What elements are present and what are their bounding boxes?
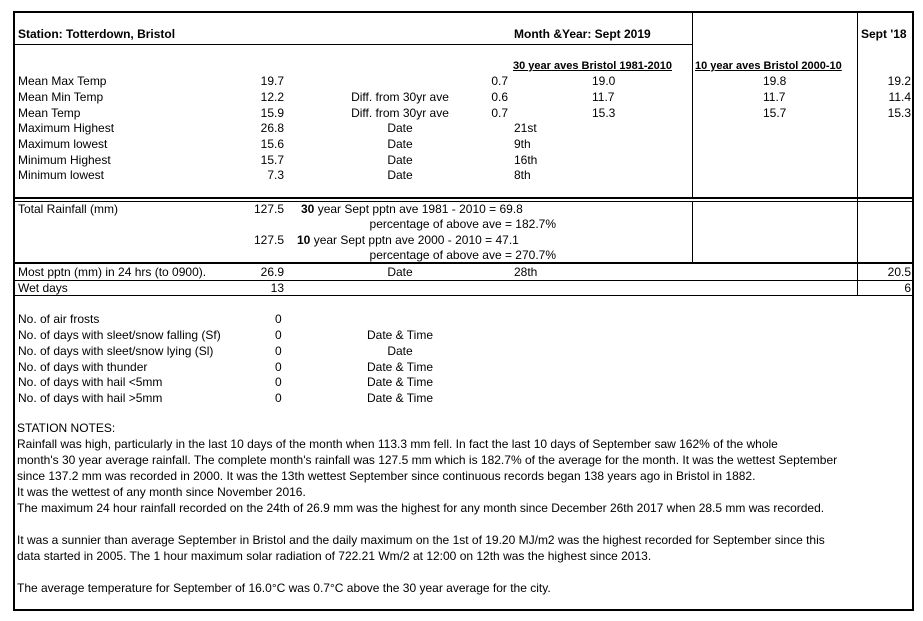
pptn-value: 26.9 (260, 265, 284, 279)
notes-line: It was a sunnier than average September in Bristol and the daily maximum on the 1st of 19.20 MJ/m2 was the highest recorded for September since this (17, 533, 825, 547)
divider-prev (857, 11, 858, 295)
ave10-header: 10 year aves Bristol 2000-10 (695, 60, 842, 72)
temp-label: Minimum lowest (18, 168, 105, 182)
temp-prev: 15.3 (887, 106, 911, 120)
temp-date-label: Date (387, 121, 413, 135)
notes-line: since 137.2 mm was recorded in 2000. It was the 13th wettest September since continuous records began 138 years ago in Bristol in 1882. (17, 469, 756, 483)
temp-ave30: 15.3 (592, 106, 616, 120)
divider-rain (692, 201, 693, 262)
wet-days-label: Wet days (18, 281, 68, 295)
temp-ave30: 11.7 (592, 90, 615, 104)
rainfall-ave30-line (301, 202, 523, 216)
border-left (13, 11, 15, 611)
count-value: 0 (275, 344, 282, 358)
count-value: 0 (275, 328, 282, 342)
count-value: 0 (275, 391, 282, 405)
pptn-label: Most pptn (mm) in 24 hrs (to 0900). (18, 265, 207, 279)
temp-ave10: 19.8 (763, 74, 787, 88)
temp-label: Mean Temp (18, 106, 81, 120)
notes-line: The average temperature for September of 16.0°C was 0.7°C above the 30 year average for the city. (17, 581, 551, 595)
rainfall-pct10-line: percentage of above ave = 270.7% (369, 248, 556, 262)
temp-label: Maximum Highest (18, 121, 115, 135)
rainfall-pct30-line: percentage of above ave = 182.7% (369, 217, 556, 231)
rule-pptn-top (13, 262, 914, 264)
rainfall-ave10-line (297, 233, 519, 247)
pptn-date-label: Date (387, 265, 413, 279)
temp-prev: 19.2 (887, 74, 911, 88)
temp-diff: 0.7 (491, 74, 508, 88)
temp-date-label: Date (387, 153, 413, 167)
temp-date: 9th (514, 137, 531, 151)
temp-ave30: 19.0 (592, 74, 616, 88)
border-top (13, 11, 914, 13)
temp-value: 7.3 (267, 168, 284, 182)
rule-header (13, 44, 692, 45)
count-label: No. of days with hail <5mm (18, 375, 163, 389)
ave30-header: 30 year aves Bristol 1981-2010 (513, 60, 673, 72)
rainfall-ave10-text: year Sept pptn ave 2000 - 2010 = 47.1 (310, 233, 519, 247)
station-notes (17, 420, 907, 596)
count-date-label: Date & Time (366, 328, 434, 342)
count-label: No. of days with sleet/snow lying (Sl) (18, 344, 214, 358)
count-value: 0 (275, 360, 282, 374)
notes-line: data started in 2005. The 1 hour maximum solar radiation of 722.21 Wm/2 at 12:00 on 12th was the highest since 2013. (17, 549, 652, 563)
rainfall-ave10-years: 10 (297, 233, 311, 247)
count-label: No. of days with sleet/snow falling (Sf) (18, 328, 221, 342)
month-year: Month &Year: Sept 2019 (514, 27, 651, 41)
count-date-label: Date & Time (366, 375, 434, 389)
count-label: No. of air frosts (18, 312, 100, 326)
notes-line: month's 30 year average rainfall. The complete month's rainfall was 127.5 mm which is 182.7% of the average for the month. It was the wettest September (17, 453, 838, 467)
rainfall-ave30-years: 30 (301, 202, 315, 216)
temp-value: 12.2 (260, 90, 284, 104)
rainfall-label: Total Rainfall (mm) (18, 202, 119, 216)
count-date-label: Date & Time (366, 360, 434, 374)
temp-ave10: 15.7 (763, 106, 787, 120)
temp-ave10: 11.7 (763, 90, 786, 104)
border-bottom (13, 609, 914, 611)
temp-label: Maximum lowest (18, 137, 108, 151)
temp-date: 8th (514, 168, 531, 182)
count-label: No. of days with thunder (18, 360, 148, 374)
temp-mid-label: Diff. from 30yr ave (351, 106, 449, 120)
temp-date: 16th (514, 153, 538, 167)
prev-year-header: Sept '18 (861, 27, 907, 41)
pptn-prev: 20.5 (887, 265, 911, 279)
count-value: 0 (275, 375, 282, 389)
temp-date-label: Date (387, 168, 413, 182)
rainfall-value-2: 127.5 (253, 233, 284, 247)
notes-title: STATION NOTES: (17, 421, 116, 435)
temp-value: 15.9 (260, 106, 284, 120)
temp-value: 15.7 (260, 153, 284, 167)
temp-value: 19.7 (260, 74, 284, 88)
count-date-label: Date (387, 344, 413, 358)
temp-date: 21st (514, 121, 537, 135)
rainfall-value: 127.5 (253, 202, 284, 216)
temp-value: 26.8 (260, 121, 284, 135)
count-date-label: Date & Time (366, 391, 434, 405)
notes-line: Rainfall was high, particularly in the last 10 days of the month when 113.3 mm fell. In fact the last 10 days of September saw 162% of the whole (17, 437, 778, 451)
wet-days-value: 13 (270, 281, 284, 295)
count-value: 0 (275, 312, 282, 326)
temp-label: Mean Min Temp (18, 90, 104, 104)
count-label: No. of days with hail >5mm (18, 391, 163, 405)
divider-ave10 (692, 11, 693, 197)
rainfall-ave30-text: year Sept pptn ave 1981 - 2010 = 69.8 (314, 202, 523, 216)
notes-line: It was the wettest of any month since November 2016. (17, 485, 306, 499)
temp-value: 15.6 (260, 137, 284, 151)
station-name: Station: Totterdown, Bristol (18, 27, 176, 41)
temp-diff: 0.6 (491, 90, 508, 104)
rule-counts-top (13, 295, 914, 296)
notes-line: The maximum 24 hour rainfall recorded on the 24th of 26.9 mm was the highest for any month since December 26th 2017 when 28.5 mm was recorded. (17, 501, 825, 515)
temp-label: Minimum Highest (18, 153, 111, 167)
border-right (912, 11, 914, 611)
rule-wet-top (13, 280, 914, 281)
rule-rain-top (13, 197, 914, 199)
temp-date-label: Date (387, 137, 413, 151)
temp-prev: 11.4 (888, 90, 911, 104)
pptn-date: 28th (514, 265, 538, 279)
temp-diff: 0.7 (491, 106, 508, 120)
temp-mid-label: Diff. from 30yr ave (351, 90, 449, 104)
wet-days-prev: 6 (904, 281, 911, 295)
temp-label: Mean Max Temp (18, 74, 107, 88)
